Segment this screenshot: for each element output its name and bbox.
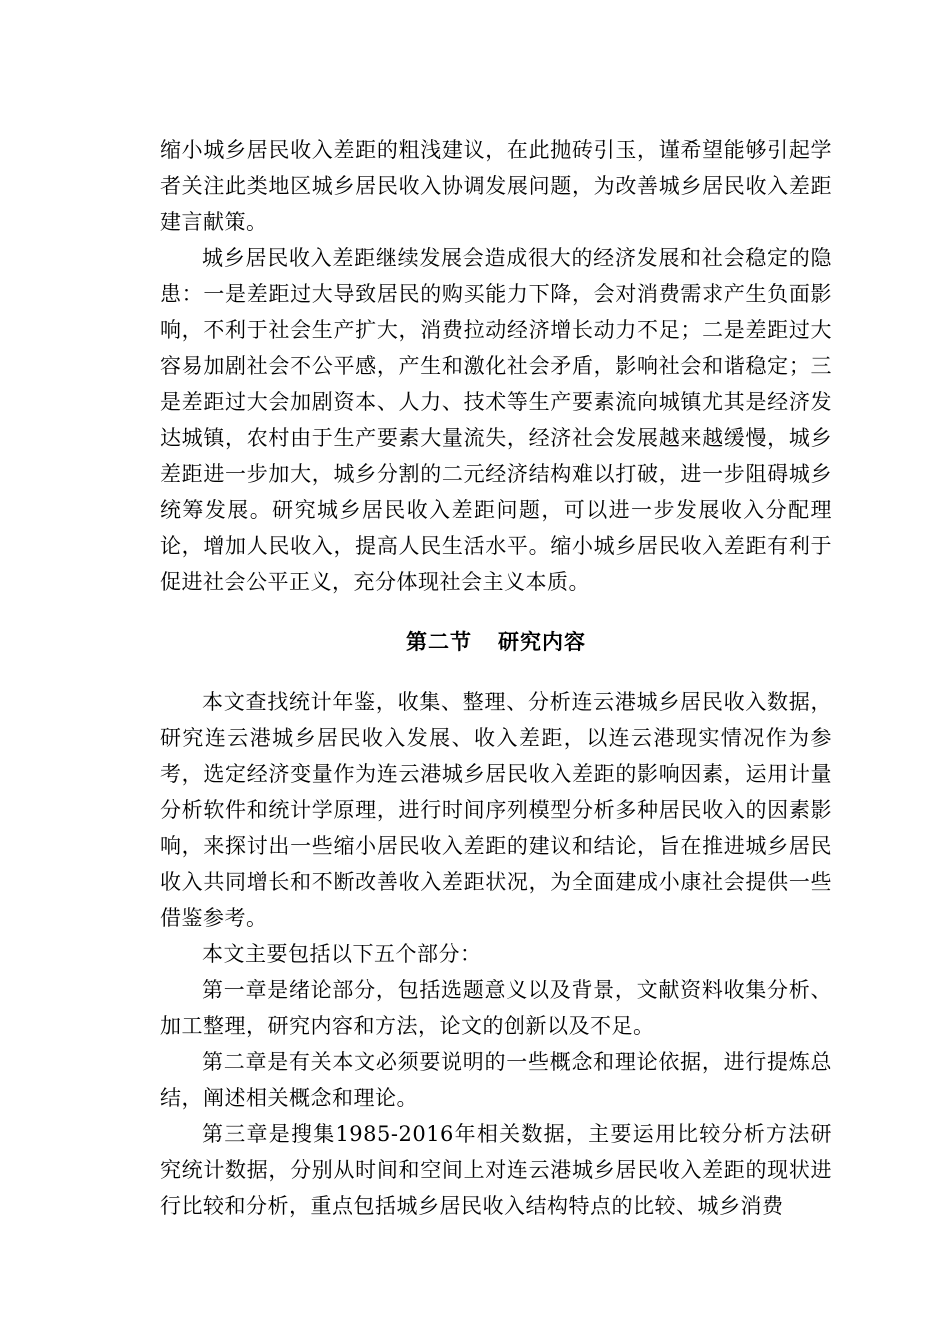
paragraph-chapter-two: 第二章是有关本文必须要说明的一些概念和理论依据，进行提炼总结，阐述相关概念和理论。 bbox=[160, 1050, 832, 1110]
section-heading bbox=[160, 624, 832, 660]
paragraph-research-overview: 本文查找统计年鉴，收集、整理、分析连云港城乡居民收入数据，研究连云港城乡居民收入发展、收入差距，以连云港现实情况作为参考，选定经济变量作为连云港城乡居民收入差距的影响因素，运用计量分析软件和统计学原理，进行时间序列模型分析多种居民收入的因素影响，来探讨出一些缩小居民收入差距的建议和结论，旨在推进城乡居民收入共同增长和不断改善收入差距状况，为全面建成小康社会提供一些借鉴参考。 bbox=[160, 690, 832, 930]
section-number: 第二节 bbox=[406, 630, 472, 654]
paragraph-income-gap-risks: 城乡居民收入差距继续发展会造成很大的经济发展和社会稳定的隐患：一是差距过大导致居民的购买能力下降，会对消费需求产生负面影响，不利于社会生产扩大，消费拉动经济增长动力不足；二是差距过大容易加剧社会不公平感，产生和激化社会矛盾，影响社会和谐稳定；三是差距过大会加剧资本、人力、技术等生产要素流向城镇尤其是经济发达城镇，农村由于生产要素大量流失，经济社会发展越来越缓慢，城乡差距进一步加大，城乡分割的二元经济结构难以打破，进一步阻碍城乡统筹发展。研究城乡居民收入差距问题，可以进一步发展收入分配理论，增加人民收入，提高人民生活水平。缩小城乡居民收入差距有利于促进社会公平正义，充分体现社会主义本质。 bbox=[160, 246, 832, 594]
paragraph-structure-intro: 本文主要包括以下五个部分： bbox=[202, 942, 482, 966]
document-body bbox=[160, 132, 832, 1224]
paragraph-chapter-one: 第一章是绪论部分，包括选题意义以及背景，文献资料收集分析、加工整理，研究内容和方法，论文的创新以及不足。 bbox=[160, 978, 832, 1038]
paragraph-continued: 缩小城乡居民收入差距的粗浅建议，在此抛砖引玉，谨希望能够引起学者关注此类地区城乡居民收入协调发展问题，为改善城乡居民收入差距建言献策。 bbox=[160, 138, 832, 234]
paragraph-chapter-three: 第三章是搜集1985-2016年相关数据，主要运用比较分析方法研究统计数据，分别从时间和空间上对连云港城乡居民收入差距的现状进行比较和分析，重点包括城乡居民收入结构特点的比较、城乡消费 bbox=[160, 1122, 832, 1218]
section-title: 研究内容 bbox=[498, 630, 586, 654]
